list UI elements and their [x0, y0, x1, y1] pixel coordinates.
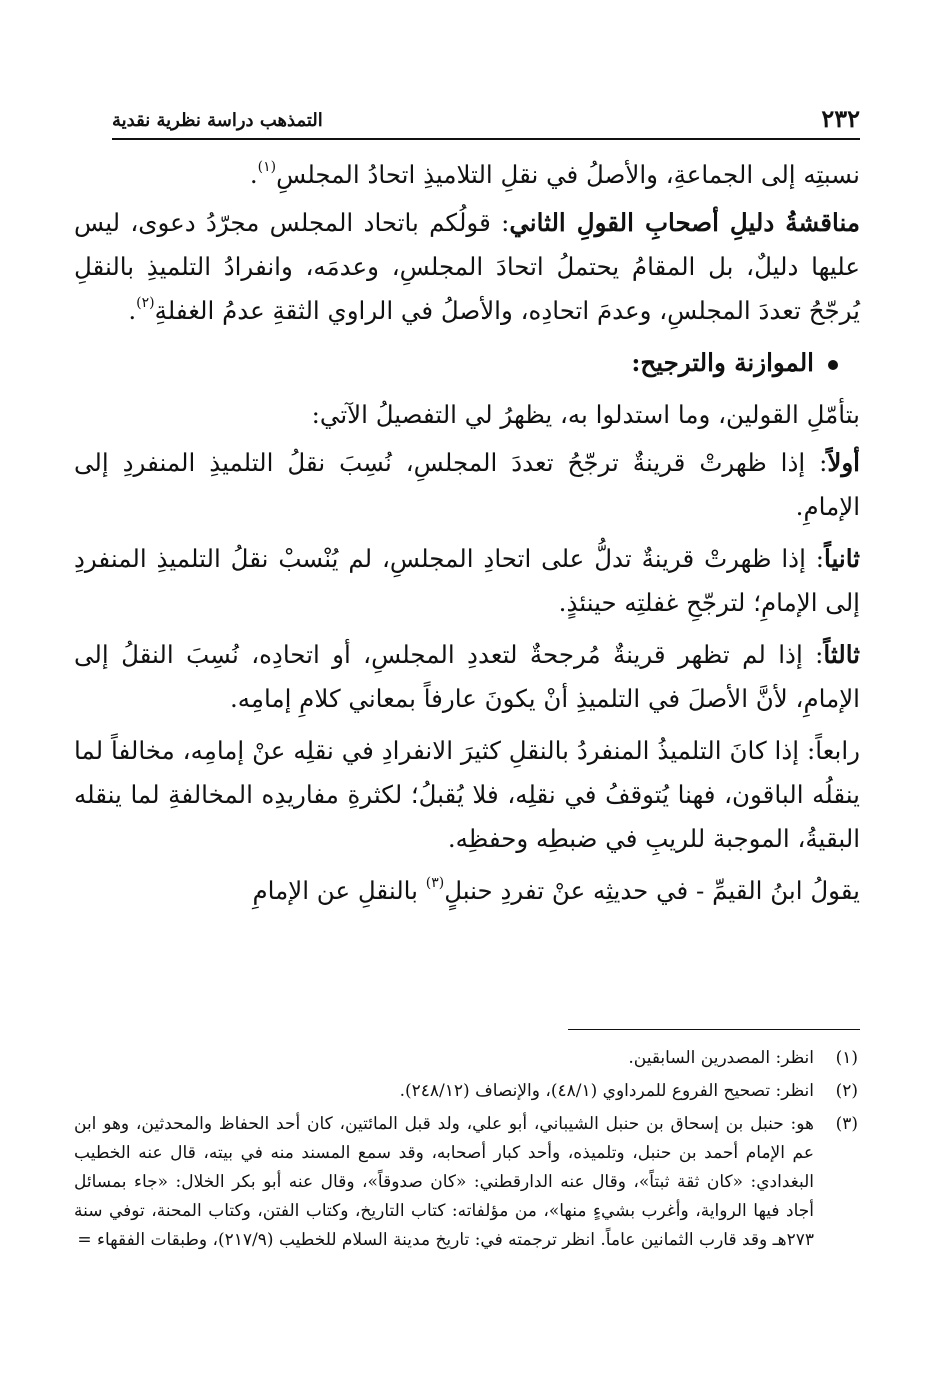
paragraph-5-text: : إذا ظهرتْ قرينةٌ تدلُّ على اتحادِ المجلسِ، لم يُنْسبْ نقلُ التلميذِ المنفردِ إلى الإمامِ؛ لترجّحِ غفلتِه حينئذٍ. — [74, 544, 860, 617]
paragraph-2-text: : قولُكم باتحاد المجلس مجرّدُ دعوى، ليس عليها دليلٌ، بل المقامُ يحتملُ اتحادَ المجلسِ، وعدمَه، وانفرادُ التلميذِ بالنقلِ يُرجّحُ تعددَ المجلسِ، وعدمَ اتحادِه، والأصلُ في الراوي الثقةِ عدمُ الغفلةِ — [74, 208, 860, 325]
bullet-icon — [828, 360, 838, 370]
paragraph-5-heading: ثانياً — [824, 544, 860, 573]
paragraph-2-heading: مناقشةُ دليلِ أصحابِ القولِ الثاني — [509, 208, 860, 237]
page-header — [112, 104, 860, 138]
paragraph-2-end: . — [128, 296, 137, 325]
footnote-2 — [74, 1077, 858, 1106]
footnote-text: انظر: المصدرين السابقين. — [628, 1048, 814, 1068]
paragraph-2 — [74, 201, 860, 333]
paragraph-6 — [74, 633, 860, 721]
footnote-rule — [568, 1029, 860, 1030]
page-number: ٢٣٢ — [821, 104, 860, 133]
footnote-number: (٢) — [835, 1081, 858, 1101]
paragraph-3: بتأمّلِ القولين، وما استدلوا به، يظهرُ لي التفصيلُ الآتي: — [311, 400, 860, 429]
footnotes — [74, 1044, 858, 1259]
footnote-ref-1: (١) — [257, 159, 277, 175]
paragraph-6-heading: ثالثاً — [823, 640, 860, 669]
header-rule — [112, 138, 860, 140]
paragraph-4-heading: أولاً — [827, 448, 860, 477]
section-heading — [74, 341, 860, 385]
section-heading-text: الموازنة والترجيح: — [631, 348, 814, 377]
footnote-number: (٣) — [835, 1114, 858, 1134]
running-title: التمذهب دراسة نظرية نقدية — [112, 110, 323, 131]
paragraph-4-text: : إذا ظهرتْ قرينةٌ ترجّحُ تعددَ المجلسِ، نُسِبَ نقلُ التلميذِ المنفردِ إلى الإمامِ. — [74, 448, 860, 521]
paragraph-5 — [74, 537, 860, 625]
main-text — [74, 153, 860, 921]
paragraph-7: رابعاً: إذا كانَ التلميذُ المنفردُ بالنقلِ كثيرَ الانفرادِ في نقلِه عنْ إمامِه، مخالفاً لما ينقلُه الباقون، فهنا يُتوقفُ في نقلِه، فلا يُقبلُ؛ لكثرةِ مفاريدِه المخالفةِ لما ينقله البقيةُ، الموجبة للريبِ في ضبطِه وحفظِه. — [74, 736, 860, 853]
paragraph-8-text: يقولُ ابنُ القيمِّ - في حديثِه عنْ تفردِ حنبلٍ — [444, 876, 860, 905]
footnote-number: (١) — [835, 1048, 858, 1068]
footnote-ref-2: (٢) — [136, 295, 155, 311]
paragraph-1: نسبتِه إلى الجماعةِ، والأصلُ في نقلِ التلاميذِ اتحادُ المجلسِ$^{(١)}$. — [249, 159, 860, 189]
paragraph-4 — [74, 441, 860, 529]
paragraph-8 — [74, 869, 860, 913]
footnote-text: انظر: تصحيح الفروع للمرداوي (٤٨/١)، والإنصاف (٢٤٨/١٢). — [399, 1081, 814, 1101]
footnote-3 — [74, 1110, 858, 1255]
footnote-ref-3: (٣) — [425, 875, 445, 891]
footnote-1 — [74, 1044, 858, 1073]
paragraph-1-text: نسبتِه إلى الجماعةِ، والأصلُ في نقلِ التلاميذِ اتحادُ المجلسِ — [276, 160, 860, 189]
paragraph-6-text: : إذا لم تظهر قرينةٌ مُرجحةٌ لتعددِ المجلسِ، أو اتحادِه، نُسِبَ النقلُ إلى الإمامِ، لأنَّ الأصلَ في التلميذِ أنْ يكونَ عارفاً بمعاني كلامِ إمامِه. — [74, 640, 860, 713]
footnote-text: هو: حنبل بن إسحاق بن حنبل الشيباني، أبو علي، ولد قبل المائتين، كان أحد الحفاظ والمحدثين، وهو ابن عم الإمام أحمد بن حنبل، وتلميذه، وأحد كبار أصحابه، وقد سمع المسند منه في بيته، قال عنه الخطيب البغدادي: «كان ثقة ثبتاً»، وقال عنه الدارقطني: «كان صدوقاً»، وقال عنه أبو بكر الخلال: «جاء بمسائل أجاد فيها الرواية، وأغرب بشيءٍ منها»، من مؤلفاته: كتاب التاريخ، وكتاب الفتن، وكتاب المحنة، توفي سنة ٢٧٣هـ وقد قارب الثمانين عاماً. انظر ترجمته في: تاريخ مدينة السلام للخطيب (٢١٧/٩)، وطبقات الفقهاء = — [74, 1114, 814, 1250]
paragraph-8-end: بالنقلِ عن الإمامِ — [252, 876, 426, 905]
